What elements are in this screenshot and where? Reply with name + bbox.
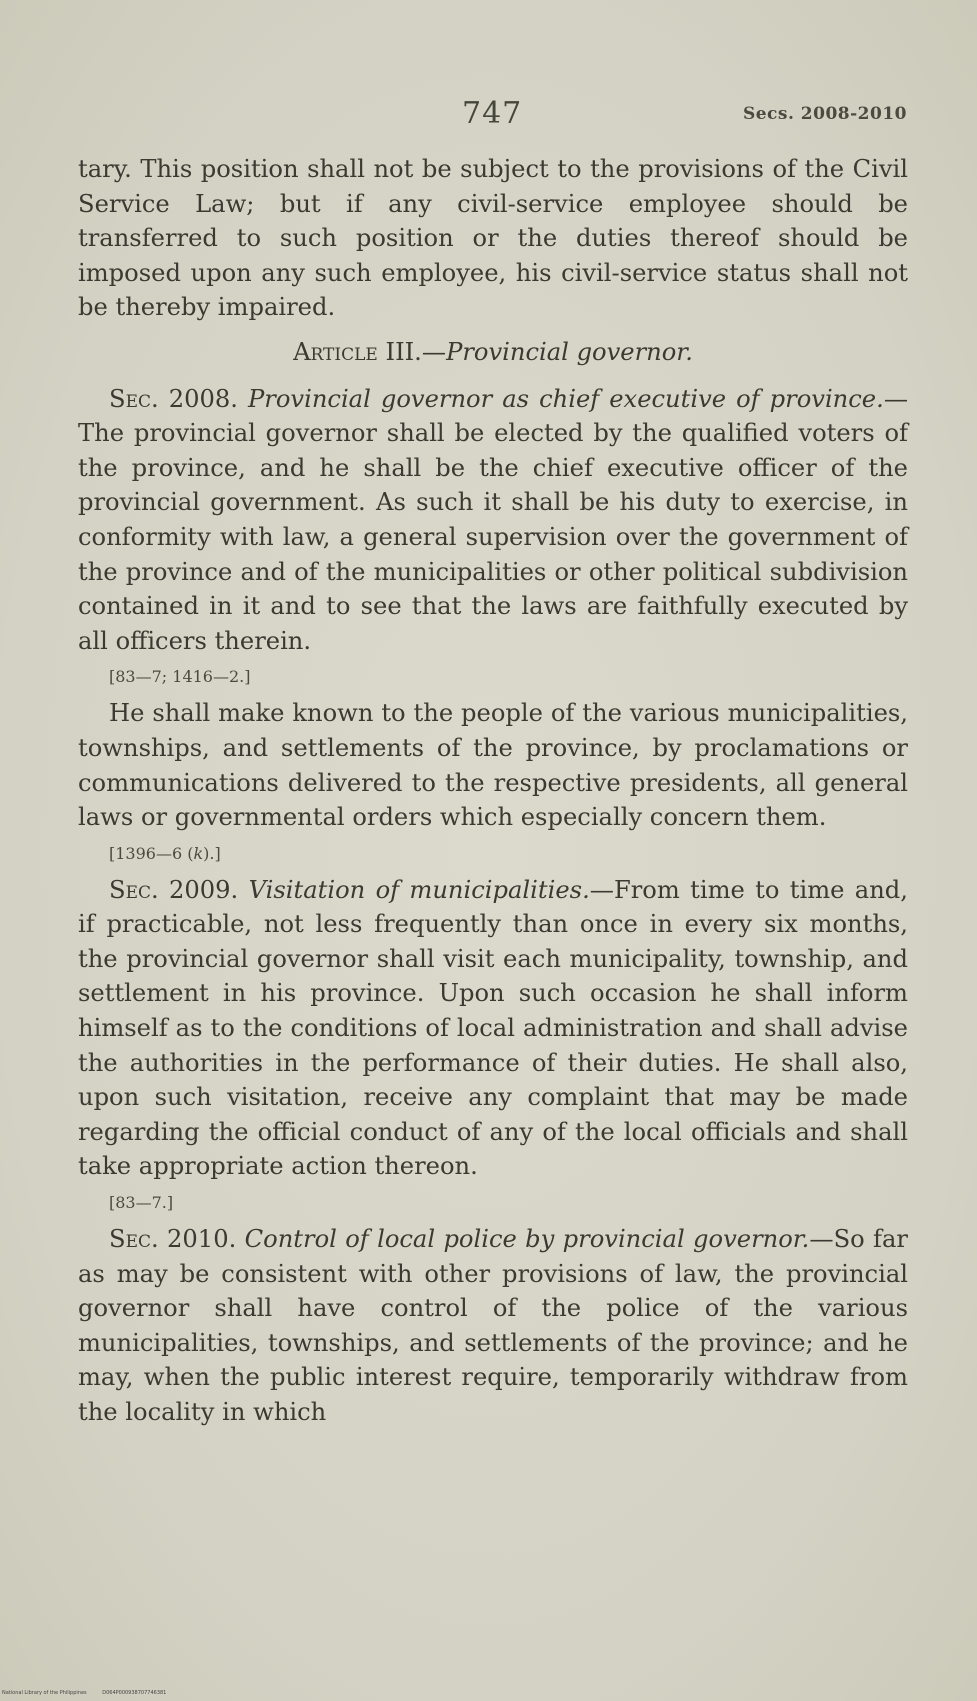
page-header: [0, 96, 977, 136]
section-2008-title: Provincial governor as chief executive of province.: [248, 384, 884, 413]
section-2008-text: —The provincial governor shall be elected by the qualified voters of the province, and he shall be the chief executive officer of the provincial government. As such it shall be his duty to exercise, in conformity with law, a general supervision over the government of the province and of the municipalities or other political subdivision contained in it and to see that the laws are faithfully executed by all officers therein.: [78, 384, 908, 655]
citation-1: [83—7; 1416—2.]: [109, 667, 251, 687]
section-2010-text: —So far as may be consistent with other provisions of law, the provincial governor shall have control of the police of the various municipalities, townships, and settlements of the province; and he may, when the public interest require, temporarily withdraw from the locality in which: [78, 1225, 908, 1426]
section-2010-label: Sec. 2010.: [109, 1225, 237, 1254]
section-2008: [78, 382, 908, 659]
page-number: 747: [462, 96, 523, 131]
section-2010: [78, 1222, 908, 1430]
scan-code: D064P000938707746381: [102, 1690, 167, 1696]
section-2009-text: —From time to time and, if practicable, not less frequently than once in every six months, the provincial governor shall visit each municipality, township, and settlement in his province. Upon such occasion he shall inform himself as to the conditions of local administration and shall advise the authorities in the performance of their duties. He shall also, upon such visitation, receive any complaint that may be made regarding the official conduct of any of the local officials and shall take appropriate action thereon.: [78, 875, 908, 1181]
citation-3: [83—7.]: [109, 1193, 174, 1213]
article-title: —Provincial governor.: [421, 337, 693, 366]
citation-2: [1396—6 (k).]: [109, 843, 221, 863]
scan-footer: [2, 1690, 180, 1696]
library-name: National Library of the Philippines: [2, 1690, 87, 1696]
section-2009-label: Sec. 2009.: [109, 875, 239, 904]
section-2009: [78, 873, 908, 1184]
section-range: Secs. 2008-2010: [742, 104, 907, 124]
section-2010-title: Control of local police by provincial governor.: [244, 1225, 810, 1254]
section-2008-label: Sec. 2008.: [109, 384, 238, 413]
article-label: Article III.: [293, 337, 422, 366]
paragraph-make-known: He shall make known to the people of the various municipalities, townships, and settlements of the province, by proclamations or communications delivered to the respective presidents, all general laws or governmental orders which especially concern them.: [78, 699, 908, 832]
page-body: [78, 152, 908, 1430]
article-heading: [78, 335, 908, 370]
section-2009-title: Visitation of municipalities.: [248, 875, 590, 904]
continued-paragraph: tary. This position shall not be subject to the provisions of the Civil Service Law; but if any civil-service employee should be transferred to such position or the duties thereof should be imposed upon any such employee, his civil-service status shall not be thereby impaired.: [78, 155, 908, 322]
